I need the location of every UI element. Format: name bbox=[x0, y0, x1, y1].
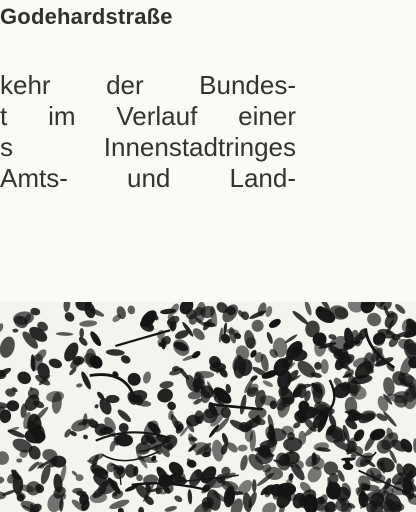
tree-foliage-photo bbox=[0, 302, 416, 512]
section-heading: Godehardstraße bbox=[0, 4, 173, 29]
body-paragraph bbox=[0, 70, 296, 194]
foliage-image bbox=[0, 302, 416, 512]
text-line: s Innenstadtringes bbox=[0, 132, 296, 162]
text-line: t im Verlauf einer bbox=[0, 101, 296, 131]
text-line: Amts- und Land- bbox=[0, 163, 296, 193]
text-line: kehr der Bundes- bbox=[0, 70, 296, 100]
